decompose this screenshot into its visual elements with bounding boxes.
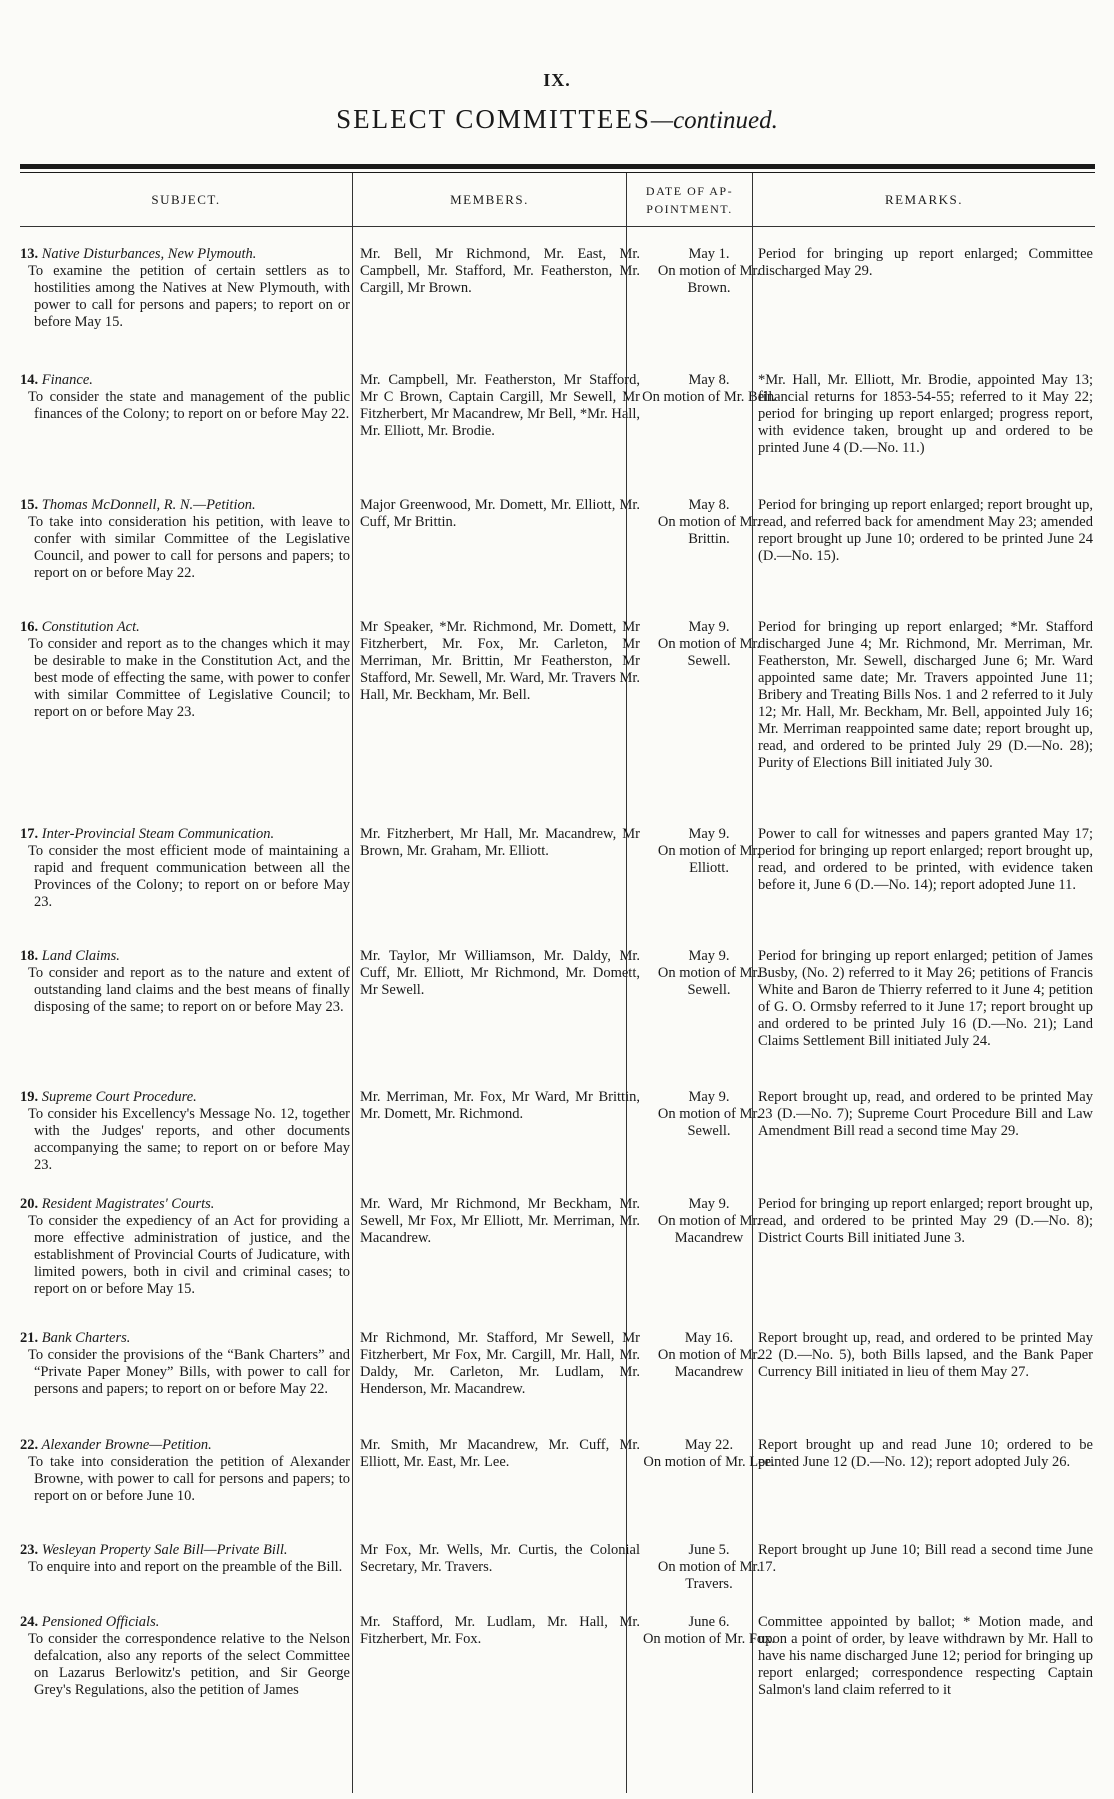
subject-cell xyxy=(20,372,350,423)
motion-of: On motion of Mr. Fox. xyxy=(642,1631,776,1647)
appointment-date: May 9. xyxy=(688,619,730,635)
subject-title xyxy=(20,1542,350,1559)
appointment-date: June 5. xyxy=(688,1542,730,1558)
header-members: MEMBERS. xyxy=(450,191,529,207)
remarks-cell: Report brought up June 10; Bill read a second time June 17. xyxy=(758,1542,1093,1575)
committee-number: 14. xyxy=(20,372,39,388)
header-date: DATE OF AP-POINTMENT. xyxy=(645,183,734,216)
subject-title-text: Supreme Court Procedure. xyxy=(41,1089,197,1105)
motion-of: On motion of Mr. Macandrew xyxy=(657,1213,761,1246)
committee-number: 24. xyxy=(20,1614,39,1630)
motion-of: On motion of Mr. Sewell. xyxy=(657,965,761,998)
page-number: IX. xyxy=(543,70,571,90)
remarks-cell: *Mr. Hall, Mr. Elliott, Mr. Brodie, appointed May 13; financial returns for 1853-54-55; referred to it May 22; period for bringing up report enlarged; progress report, with evidence taken, brought up and ordered to be printed June 4 (D.—No. 11.) xyxy=(758,372,1093,456)
subject-title-text: Resident Magistrates' Courts. xyxy=(41,1196,215,1212)
page-title xyxy=(0,104,1114,135)
subject-cell xyxy=(20,497,350,582)
members-cell: Mr Fox, Mr. Wells, Mr. Curtis, the Colonial Secretary, Mr. Travers. xyxy=(360,1542,640,1575)
motion-of: On motion of Mr. Brown. xyxy=(657,263,761,296)
subject-cell xyxy=(20,1542,350,1576)
subject-cell xyxy=(20,1437,350,1505)
subject-description: To consider and report as to the nature and extent of outstanding land claims and the best means of finally disposing of the same; to report on or before May 23. xyxy=(28,965,350,1015)
appointment-date: May 22. xyxy=(684,1437,734,1453)
header-subject: SUBJECT. xyxy=(151,191,221,207)
subject-title xyxy=(20,497,350,514)
subject-description: To consider the most efficient mode of maintaining a rapid and frequent communication between all the Provinces of the Colony; to report on or before May 23. xyxy=(28,843,350,910)
subject-cell xyxy=(20,619,350,721)
appointment-date: May 8. xyxy=(688,372,730,388)
members-cell: Major Greenwood, Mr. Domett, Mr. Elliott, Mr. Cuff, Mr Brittin. xyxy=(360,497,640,530)
committee-number: 20. xyxy=(20,1196,39,1212)
appointment-date: May 9. xyxy=(688,1196,730,1212)
motion-of: On motion of Mr. Lee. xyxy=(643,1454,775,1470)
subject-title xyxy=(20,1089,350,1106)
subject-cell xyxy=(20,1089,350,1174)
committee-number: 22. xyxy=(20,1437,39,1453)
members-cell: Mr. Ward, Mr Richmond, Mr Beckham, Mr. Sewell, Mr Fox, Mr Elliott, Mr. Merriman, Mr. Macandrew. xyxy=(360,1196,640,1246)
members-cell: Mr. Taylor, Mr Williamson, Mr. Daldy, Mr. Cuff, Mr. Elliott, Mr Richmond, Mr. Domett, Mr Sewell. xyxy=(360,948,640,998)
remarks-cell: Report brought up, read, and ordered to be printed May 23 (D.—No. 7); Supreme Court Procedure Bill and Law Amendment Bill read a second time May 29. xyxy=(758,1089,1093,1139)
committee-number: 16. xyxy=(20,619,39,635)
subject-title-text: Land Claims. xyxy=(41,948,120,964)
subject-description: To consider his Excellency's Message No. 12, together with the Judges' reports, and other documents accompanying the same; to report on or before May 23. xyxy=(28,1106,350,1173)
remarks-cell: Period for bringing up report enlarged; report brought up, read, and ordered to be printed May 29 (D.—No. 8); District Courts Bill initiated June 3. xyxy=(758,1196,1093,1246)
motion-of: On motion of Mr. Sewell. xyxy=(657,1106,761,1139)
subject-description: To consider the expediency of an Act for providing a more effective administration of justice, and the establishment of Provincial Courts of Judicature, with limited powers, both in civil and criminal cases; to report on or before May 15. xyxy=(28,1213,350,1297)
remarks-cell: Report brought up and read June 10; ordered to be printed June 12 (D.—No. 12); report adopted July 26. xyxy=(758,1437,1093,1470)
subject-title-text: Wesleyan Property Sale Bill—Private Bill. xyxy=(41,1542,288,1558)
column-divider xyxy=(352,173,353,1793)
committee-number: 15. xyxy=(20,497,39,513)
subject-title xyxy=(20,1614,350,1631)
subject-cell xyxy=(20,1196,350,1298)
committee-number: 17. xyxy=(20,826,39,842)
committee-number: 18. xyxy=(20,948,39,964)
subject-title-text: Inter-Provincial Steam Communication. xyxy=(41,826,275,842)
subject-title-text: Thomas McDonnell, R. N.—Petition. xyxy=(41,497,256,513)
header-remarks: REMARKS. xyxy=(884,191,964,207)
remarks-cell: Period for bringing up report enlarged; report brought up, read, and referred back for amendment May 23; amended report brought up June 10; ordered to be printed June 24 (D.—No. 15). xyxy=(758,497,1093,564)
subject-title xyxy=(20,619,350,636)
remarks-cell: Committee appointed by ballot; * Motion made, and upon a point of order, by leave withdrawn by Mr. Hall to have his name discharged June 12; period for bringing up report enlarged; correspondence respecting Captain Salmon's land claim referred to it xyxy=(758,1614,1093,1698)
appointment-date: May 8. xyxy=(688,497,730,513)
committee-number: 19. xyxy=(20,1089,39,1105)
title-suffix: —continued. xyxy=(650,107,778,134)
subject-title xyxy=(20,1330,350,1347)
members-cell: Mr Speaker, *Mr. Richmond, Mr. Domett, Mr Fitzherbert, Mr. Fox, Mr. Carleton, Mr Merriman, Mr. Brittin, Mr Featherston, Mr Stafford, Mr. Sewell, Mr. Ward, Mr. Travers Mr. Hall, Mr. Beckham, Mr. Bell. xyxy=(360,619,640,703)
subject-title-text: Pensioned Officials. xyxy=(41,1614,160,1630)
header-rule xyxy=(20,226,1095,227)
appointment-date: May 9. xyxy=(688,948,730,964)
subject-title-text: Alexander Browne—Petition. xyxy=(41,1437,212,1453)
motion-of: On motion of Mr. Brittin. xyxy=(657,514,761,547)
appointment-date: June 6. xyxy=(688,1614,730,1630)
appointment-date: May 1. xyxy=(688,246,730,262)
subject-title xyxy=(20,1437,350,1454)
subject-cell xyxy=(20,246,350,331)
appointment-date: May 16. xyxy=(684,1330,734,1346)
motion-of: On motion of Mr. Macandrew xyxy=(657,1347,761,1380)
subject-title xyxy=(20,372,350,389)
subject-title xyxy=(20,1196,350,1213)
subject-description: To examine the petition of certain settlers as to hostilities among the Natives at New Plymouth, with power to call for persons and papers; to report on or before May 15. xyxy=(28,263,350,330)
subject-title xyxy=(20,246,350,263)
subject-cell xyxy=(20,948,350,1016)
subject-title xyxy=(20,948,350,965)
committee-number: 13. xyxy=(20,246,39,262)
subject-description: To consider and report as to the changes which it may be desirable to make in the Constitution Act, and the best mode of effecting the same, with power to confer with similar Committee of Legislative Council; to report on or before May 23. xyxy=(28,636,350,720)
subject-cell xyxy=(20,826,350,911)
members-cell: Mr. Bell, Mr Richmond, Mr. East, Mr. Campbell, Mr. Stafford, Mr. Featherston, Mr. Cargill, Mr Brown. xyxy=(360,246,640,296)
members-cell: Mr. Fitzherbert, Mr Hall, Mr. Macandrew, Mr Brown, Mr. Graham, Mr. Elliott. xyxy=(360,826,640,859)
committee-number: 21. xyxy=(20,1330,39,1346)
subject-title-text: Bank Charters. xyxy=(41,1330,131,1346)
committee-number: 23. xyxy=(20,1542,39,1558)
subject-title-text: Finance. xyxy=(41,372,93,388)
appointment-date: May 9. xyxy=(688,1089,730,1105)
appointment-date: May 9. xyxy=(688,826,730,842)
subject-description: To enquire into and report on the preamble of the Bill. xyxy=(28,1559,343,1575)
motion-of: On motion of Mr. Elliott. xyxy=(657,843,761,876)
motion-of: On motion of Mr. Sewell. xyxy=(657,636,761,669)
subject-description: To consider the state and management of the public finances of the Colony; to report on or before May 22. xyxy=(28,389,350,422)
remarks-cell: Period for bringing up report enlarged; *Mr. Stafford discharged June 4; Mr. Richmond, Mr. Merriman, Mr. Featherston, Mr. Sewell, discharged June 6; Mr. Ward appointed same date; Mr. Travers appointed June 11; Bribery and Treating Bills Nos. 1 and 2 referred to it July 12; Mr. Hall, Mr. Beckham, Mr. Bell, appointed July 16; Mr. Merriman reappointed same date; report brought up, read, and ordered to be printed July 29 (D.—No. 28); Purity of Elections Bill initiated July 30. xyxy=(758,619,1093,771)
subject-description: To consider the provisions of the “Bank Charters” and “Private Paper Money” Bills, with power to call for persons and papers; to report on or before May 22. xyxy=(28,1347,350,1397)
subject-description: To take into consideration his petition, with leave to confer with similar Committee of the Legislative Council, and power to call for persons and papers; to report on or before May 22. xyxy=(28,514,350,581)
subject-title xyxy=(20,826,350,843)
subject-cell xyxy=(20,1330,350,1398)
remarks-cell: Report brought up, read, and ordered to be printed May 22 (D.—No. 5), both Bills lapsed, and the Bank Paper Currency Bill initiated in lieu of them May 27. xyxy=(758,1330,1093,1380)
members-cell: Mr. Campbell, Mr. Featherston, Mr Stafford, Mr C Brown, Captain Cargill, Mr Sewell, Mr Fitzherbert, Mr Macandrew, Mr Bell, *Mr. Hall, Mr. Elliott, Mr. Brodie. xyxy=(360,372,640,439)
members-cell: Mr. Merriman, Mr. Fox, Mr Ward, Mr Brittin, Mr. Domett, Mr. Richmond. xyxy=(360,1089,640,1122)
title-main: SELECT COMMITTEES xyxy=(336,104,651,134)
members-cell: Mr. Stafford, Mr. Ludlam, Mr. Hall, Mr. Fitzherbert, Mr. Fox. xyxy=(360,1614,640,1647)
subject-title-text: Native Disturbances, New Plymouth. xyxy=(41,246,257,262)
members-cell: Mr. Smith, Mr Macandrew, Mr. Cuff, Mr. Elliott, Mr. East, Mr. Lee. xyxy=(360,1437,640,1470)
motion-of: On motion of Mr. Travers. xyxy=(657,1559,761,1592)
motion-of: On motion of Mr. Bell. xyxy=(642,389,776,405)
remarks-cell: Power to call for witnesses and papers granted May 17; period for bringing up report enlarged; report brought up, read, and ordered to be printed, with evidence taken before it, June 6 (D.—No. 14); report adopted June 11. xyxy=(758,826,1093,893)
subject-title-text: Constitution Act. xyxy=(41,619,140,635)
subject-description: To take into consideration the petition of Alexander Browne, with power to call for persons and papers; to report on or before June 10. xyxy=(28,1454,350,1504)
subject-cell xyxy=(20,1614,350,1699)
subject-description: To consider the correspondence relative to the Nelson defalcation, also any reports of the select Committee on Lazarus Berlowitz's petition, and Sir George Grey's Regulations, also the petition of James xyxy=(28,1631,350,1698)
members-cell: Mr Richmond, Mr. Stafford, Mr Sewell, Mr Fitzherbert, Mr Fox, Mr. Cargill, Mr. Hall, Mr. Daldy, Mr. Carleton, Mr. Ludlam, Mr. Henderson, Mr. Macandrew. xyxy=(360,1330,640,1397)
top-rule-thick xyxy=(20,164,1095,169)
remarks-cell: Period for bringing up report enlarged; Committee discharged May 29. xyxy=(758,246,1093,279)
remarks-cell: Period for bringing up report enlarged; petition of James Busby, (No. 2) referred to it May 26; petitions of Francis White and Baron de Thierry referred to it June 4; petition of G. O. Ormsby referred to it June 17; report brought up and ordered to be printed July 16 (D.—No. 21); Land Claims Settlement Bill initiated July 24. xyxy=(758,948,1093,1049)
